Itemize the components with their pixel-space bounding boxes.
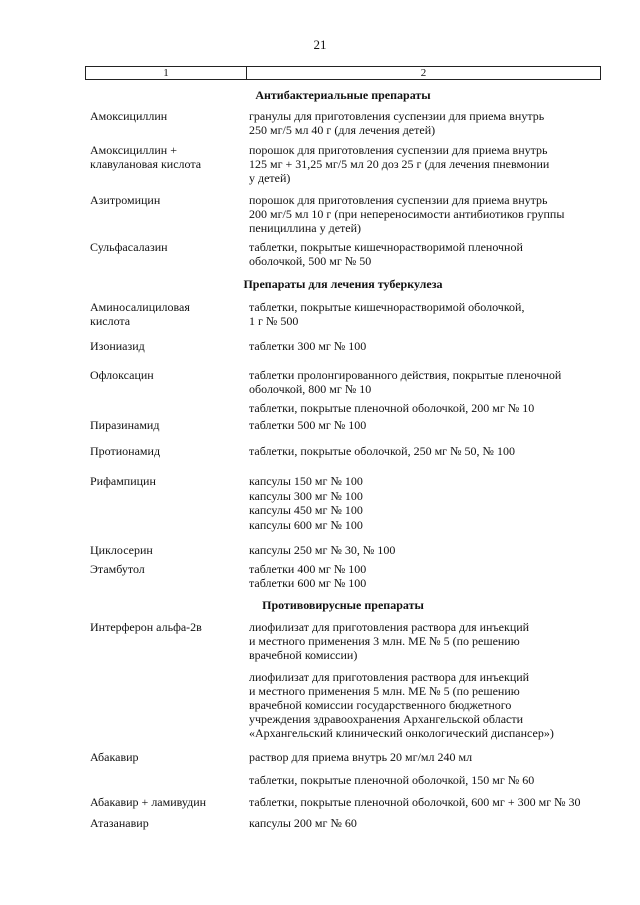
drug-form: порошок для приготовления суспензии для приема внутрь 200 мг/5 мл 10 г (при непереносимости антибиотиков группы пенициллина у детей) — [249, 193, 565, 235]
section-title-tuberculosis: Препараты для лечения туберкулеза — [243, 277, 443, 291]
drug-name: Этамбутол — [90, 562, 145, 576]
drug-name: Интерферон альфа-2в — [90, 620, 202, 634]
drug-form: порошок для приготовления суспензии для приема внутрь 125 мг + 31,25 мг/5 мл 20 доз 25 г (для лечения пневмонии у детей) — [249, 143, 550, 185]
drug-form: таблетки 500 мг № 100 — [249, 418, 367, 432]
drug-name: Изониазид — [90, 339, 145, 353]
drug-form: таблетки, покрытые оболочкой, 250 мг № 50, № 100 — [249, 444, 515, 458]
drug-form: таблетки, покрытые кишечнорастворимой пленочной оболочкой, 500 мг № 50 — [249, 240, 523, 268]
drug-name: Аминосалициловая кислота — [90, 300, 190, 328]
page-number: 21 — [313, 37, 327, 52]
drug-name: Циклосерин — [90, 543, 153, 557]
drug-name: Амоксициллин + клавулановая кислота — [90, 143, 202, 171]
drug-name: Протионамид — [90, 444, 161, 458]
drug-form: таблетки, покрытые кишечнорастворимой оболочкой, 1 г № 500 — [249, 300, 525, 328]
drug-form: таблетки 300 мг № 100 — [249, 339, 367, 353]
drug-form: таблетки, покрытые пленочной оболочкой, 600 мг + 300 мг № 30 — [249, 795, 581, 809]
section-title-antiviral: Противовирусные препараты — [262, 598, 424, 612]
drug-name: Сульфасалазин — [90, 240, 168, 254]
drug-name: Пиразинамид — [90, 418, 160, 432]
drug-name: Амоксициллин — [90, 109, 168, 123]
drug-form: лиофилизат для приготовления раствора для инъекций и местного применения 3 млн. МЕ № 5 (по решению врачебной комиссии) — [249, 620, 530, 662]
drug-name: Рифампицин — [90, 474, 156, 488]
drug-form: капсулы 200 мг № 60 — [249, 816, 357, 830]
drug-form: раствор для приема внутрь 20 мг/мл 240 мл — [249, 750, 473, 764]
drug-form: лиофилизат для приготовления раствора для инъекций и местного применения 5 млн. МЕ № 5 (по решению врачебной комиссии государственного бюджетного учреждения здравоохранения Архангельской области «Архангельский клинический онкологический диспансер») — [249, 670, 554, 740]
column-1-number: 1 — [86, 67, 247, 79]
drug-form: таблетки, покрытые пленочной оболочкой, 200 мг № 10 — [249, 401, 535, 415]
drug-form: таблетки пролонгированного действия, покрытые пленочной оболочкой, 800 мг № 10 — [249, 368, 562, 396]
drug-form: гранулы для приготовления суспензии для приема внутрь 250 мг/5 мл 40 г (для лечения детей) — [249, 109, 545, 137]
column-2-number: 2 — [420, 67, 427, 79]
drug-form: капсулы 150 мг № 100 капсулы 300 мг № 100 капсулы 450 мг № 100 капсулы 600 мг № 100 — [249, 474, 363, 532]
drug-form: таблетки, покрытые пленочной оболочкой, 150 мг № 60 — [249, 773, 535, 787]
table-column-header — [85, 66, 601, 80]
drug-form: таблетки 400 мг № 100 таблетки 600 мг № 100 — [249, 562, 367, 590]
drug-name: Атазанавир — [90, 816, 149, 830]
drug-form: капсулы 250 мг № 30, № 100 — [249, 543, 396, 557]
drug-name: Абакавир — [90, 750, 139, 764]
drug-name: Офлоксацин — [90, 368, 154, 382]
drug-name: Абакавир + ламивудин — [90, 795, 207, 809]
section-title-antibacterial: Антибактериальные препараты — [255, 88, 431, 102]
drug-name: Азитромицин — [90, 193, 161, 207]
